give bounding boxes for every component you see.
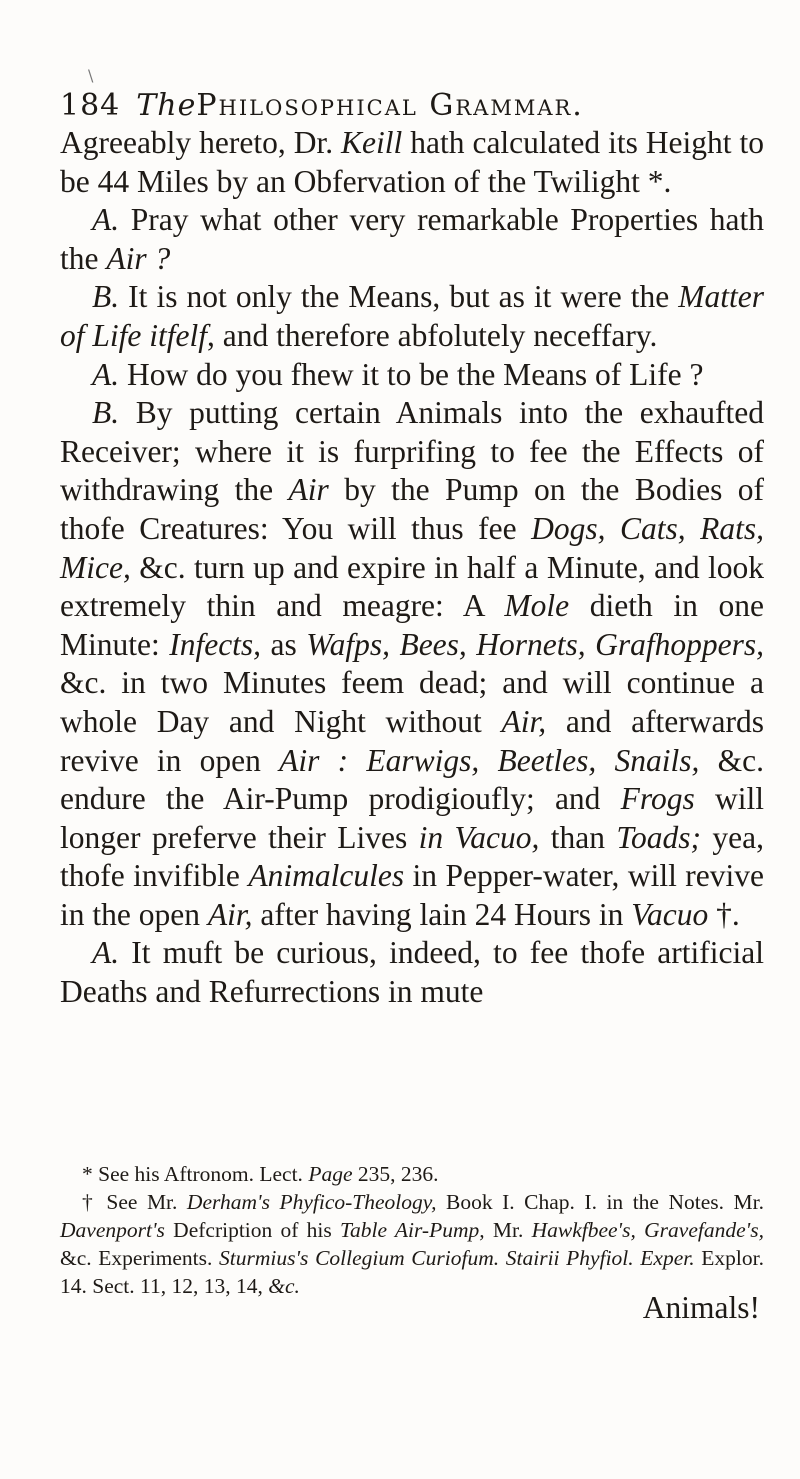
body-text — [60, 124, 764, 1012]
text-run: Defcription of his — [164, 1218, 341, 1242]
speaker-b: B. — [92, 279, 120, 315]
text-run: dieth in one Minute: — [60, 588, 764, 662]
footnotes — [60, 1160, 764, 1300]
text-run: &c. endure the Air-Pump prodigioufly; and — [60, 742, 765, 817]
text-run: &c. in two Minutes feem dead; and will continue a whole Day and Night without — [60, 665, 764, 739]
speaker-a: A. — [92, 202, 120, 238]
text-run: in Pepper-water, will revive in the open — [60, 858, 764, 932]
footnote-2 — [60, 1188, 764, 1300]
text-run: It is not only the Means, but as it were the — [119, 279, 679, 315]
speaker-a: A. — [92, 356, 120, 392]
emph-vacuo: Vacuo — [631, 896, 709, 932]
text-run: after having lain 24 Hours in — [252, 896, 632, 932]
paragraph-6 — [60, 934, 764, 1011]
text-run: Book I. Chap. I. in the Notes. Mr. — [436, 1190, 764, 1214]
text-run: How do you fhew it to be the Means of Life ? — [119, 356, 704, 392]
text-run: It muft be curious, indeed, to fee thofe artificial Deaths and Refurrections in mute — [60, 935, 764, 1010]
running-head — [60, 88, 760, 123]
emph-matter-of-life: Matter of Life itfelf — [60, 279, 764, 353]
emph-page: Page — [308, 1162, 353, 1186]
text-run: 235, 236. — [352, 1162, 439, 1186]
emph-animalcules: Animalcules — [248, 858, 405, 894]
paragraph-3 — [60, 278, 764, 355]
paragraph-5 — [60, 394, 764, 934]
text-run: * See his Aftronom. Lect. — [82, 1162, 309, 1186]
emph-etc: &c. — [268, 1274, 300, 1298]
text-run: hath calculated its Height to be 44 Miles by an Obfervation of the Twilight *. — [60, 125, 765, 199]
emph-animals: Dogs, Cats, Rats, Mice, — [60, 510, 765, 585]
emph-frogs: Frogs — [620, 781, 695, 817]
footnote-1 — [60, 1160, 764, 1188]
speaker-b: B. — [92, 395, 120, 431]
emph-earwigs: Air : Earwigs, Beetles, Snails, — [279, 742, 700, 778]
text-run: Pray what other very remarkable Properties hath the — [60, 202, 764, 276]
emph-toads: Toads; — [616, 819, 702, 855]
text-run: , and therefore abfolutely neceffary. — [207, 317, 658, 353]
emph-in-vacuo: in Vacuo, — [418, 819, 540, 855]
text-run: by the Pump on the Bodies of thofe Creatures: You will thus fee — [60, 472, 764, 546]
emph-air: Air ? — [106, 240, 171, 276]
text-run: than — [539, 819, 617, 855]
emph-air: Air — [288, 472, 329, 508]
text-run: †. — [708, 896, 740, 932]
emph-hawksbee: Hawkfbee's, Gravefande's, — [531, 1218, 764, 1242]
catchword: Animals! — [642, 1290, 760, 1325]
paragraph-4 — [60, 356, 764, 395]
text-run: &c. Experiments. — [60, 1246, 219, 1270]
text-run: By putting certain Animals into the exhaufted Receiver; where it is furprifing to fee the Effects of withdrawing the — [60, 395, 764, 508]
name-keill: Keill — [341, 125, 403, 160]
running-head-title: Philosophical Grammar. — [196, 88, 584, 123]
speaker-a: A. — [92, 935, 120, 971]
emph-insects: Infects, — [169, 626, 262, 662]
text-run: † See Mr. — [82, 1190, 187, 1214]
text-run: &c. turn up and expire in half a Minute, and look extremely thin and meagre: A — [60, 549, 764, 624]
text-run: yea, thofe invifible — [60, 819, 765, 894]
paragraph-1 — [60, 124, 764, 201]
emph-wasps: Wafps, Bees, Hornets, Grafhoppers, — [306, 626, 764, 662]
emph-table-air-pump: Table Air-Pump, — [340, 1218, 485, 1242]
text-run: Agreeably hereto, Dr. — [60, 125, 342, 160]
running-head-the: The — [136, 88, 197, 123]
page-number: 184 — [60, 88, 121, 123]
emph-sturmius: Sturmius's Collegium Curiofum. Stairii Phyfiol. Exper. — [219, 1246, 695, 1270]
emph-air: Air, — [207, 896, 253, 932]
text-run: will longer preferve their Lives — [60, 781, 764, 855]
text-run: as — [261, 626, 307, 662]
emph-mole: Mole — [504, 588, 570, 624]
text-run: and afterwards revive in open — [60, 703, 765, 778]
emph-derham: Derham's Phyfico-Theology, — [186, 1190, 437, 1214]
text-run: Mr. — [484, 1218, 532, 1242]
text-run: Explor. 14. Sect. 11, 12, 13, 14, — [60, 1246, 764, 1298]
emph-air: Air, — [501, 703, 547, 739]
paragraph-2 — [60, 201, 764, 278]
page-mark: \ — [88, 66, 94, 85]
emph-davenport: Davenport's — [60, 1218, 165, 1242]
